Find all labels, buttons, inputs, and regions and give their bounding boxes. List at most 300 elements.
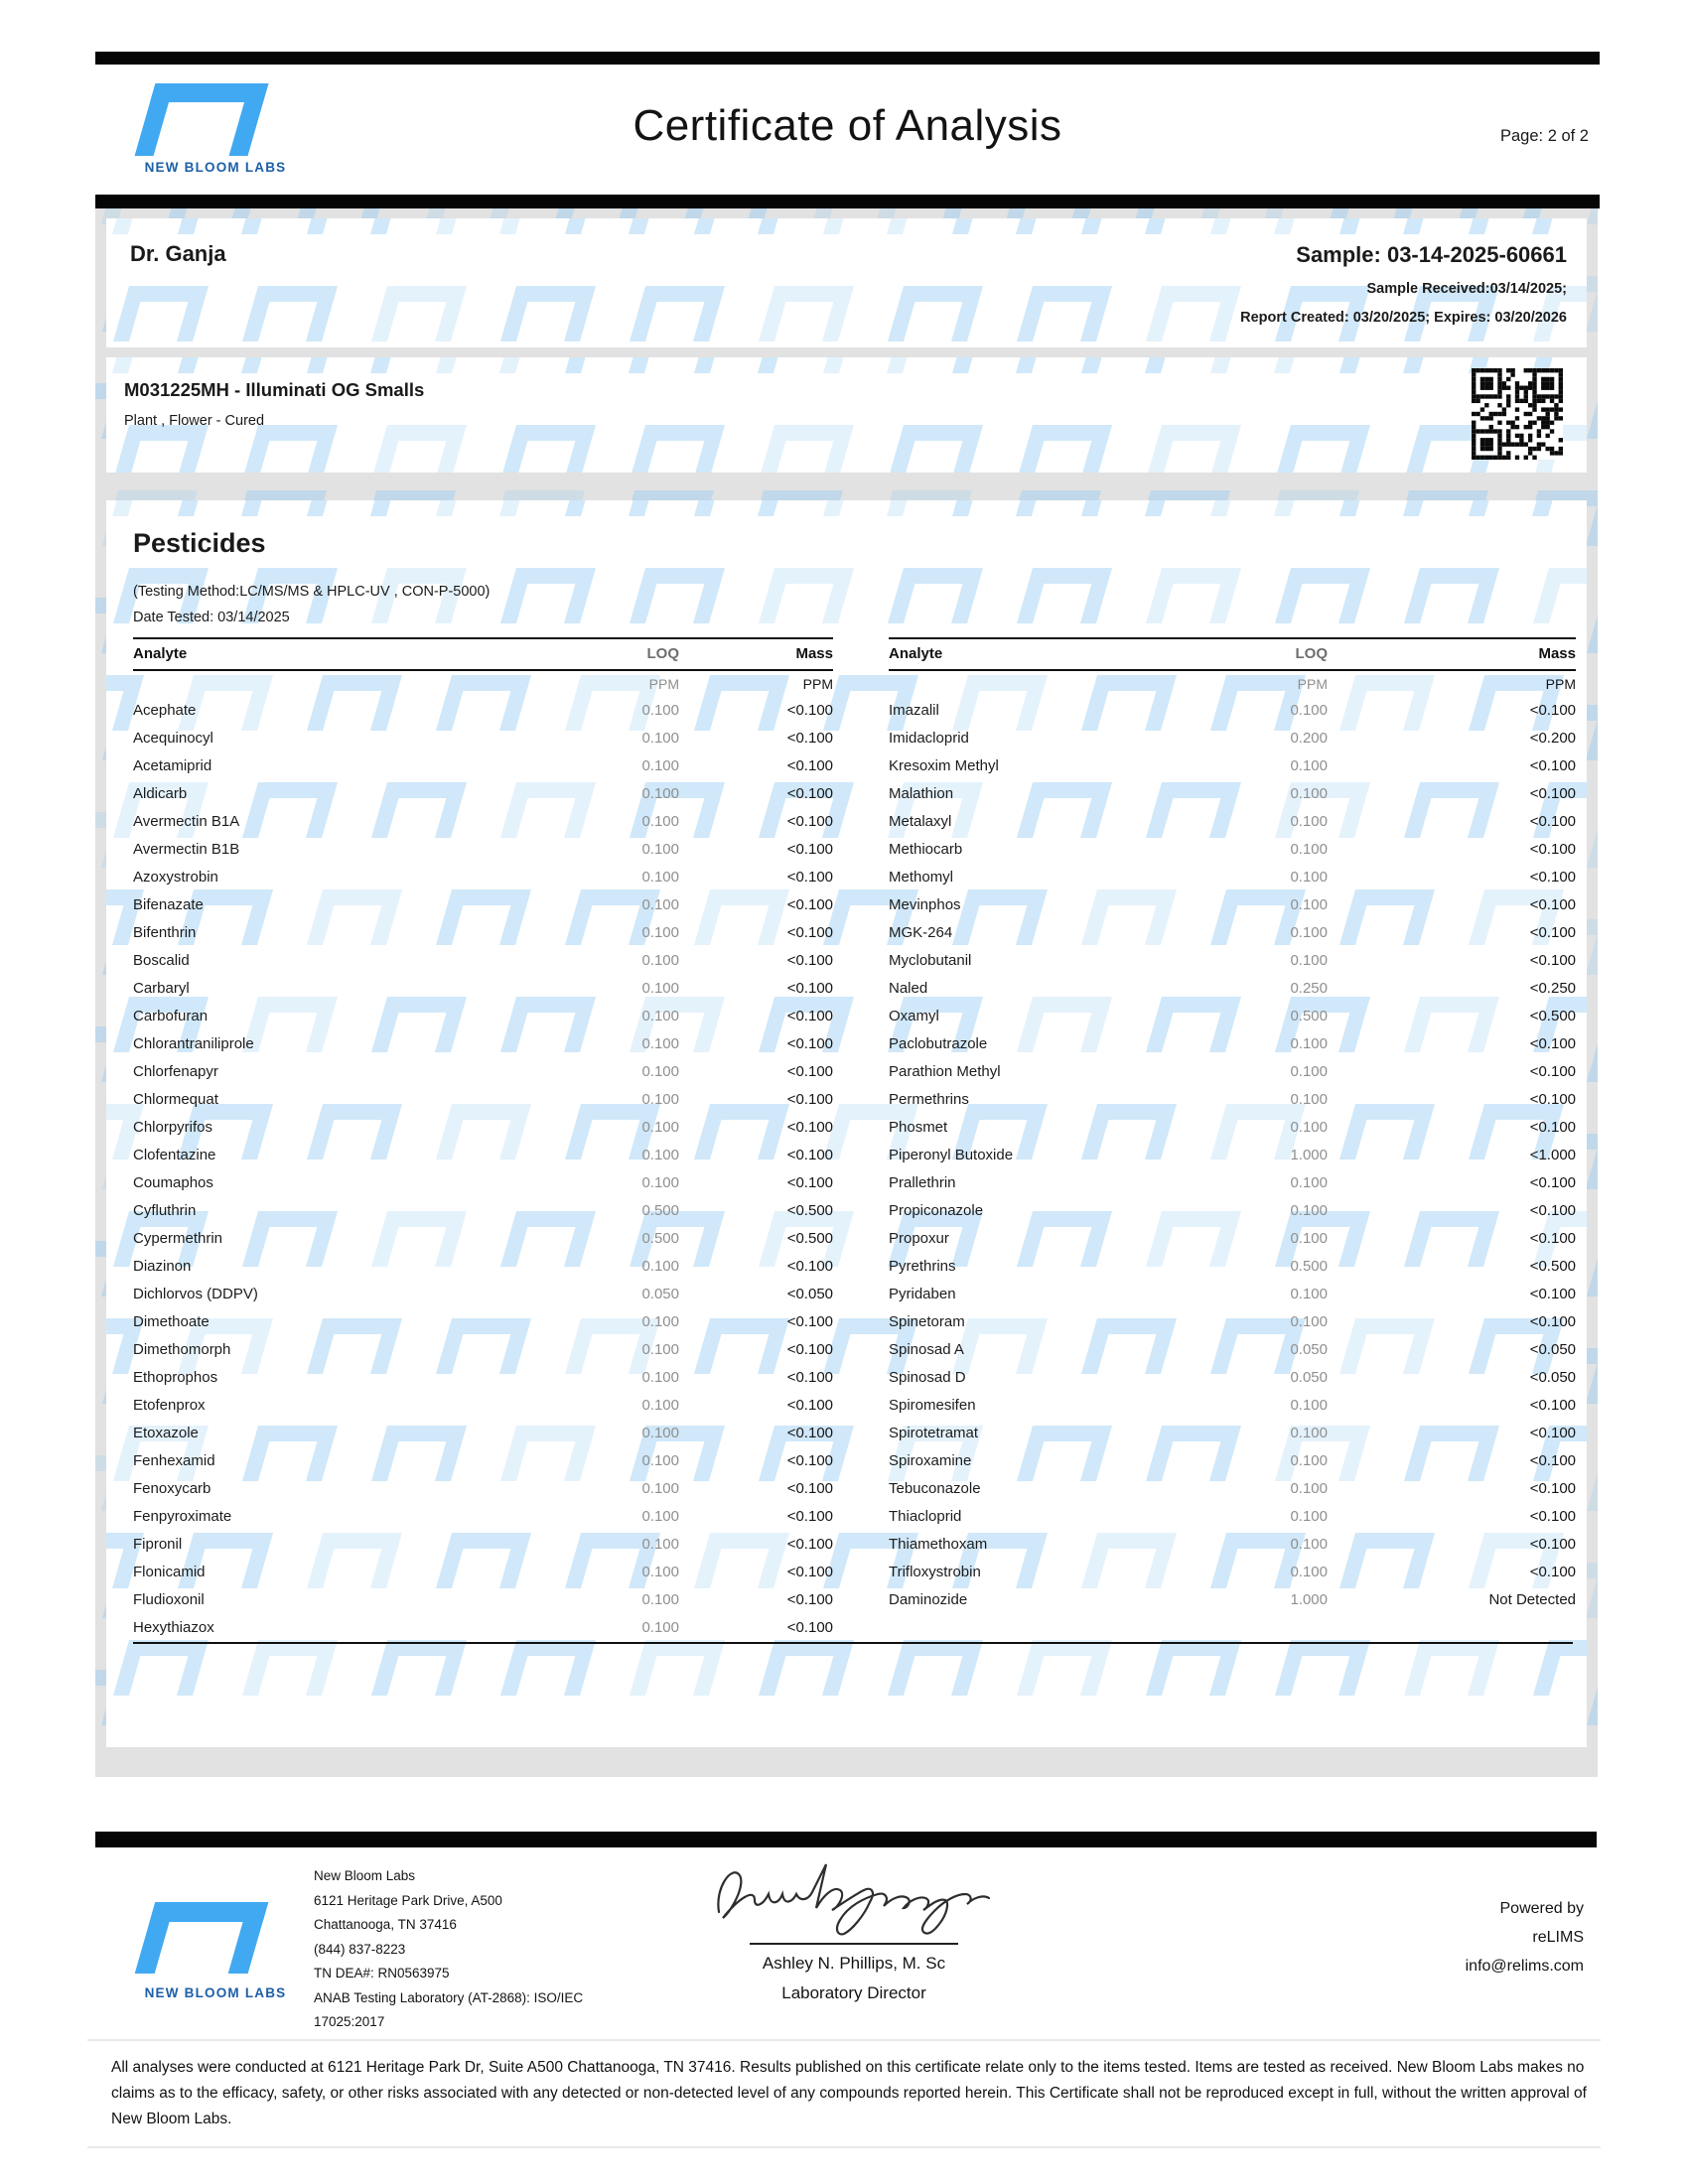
col-analyte: Analyte xyxy=(889,645,943,662)
loq-value: 0.100 xyxy=(1290,1063,1328,1080)
analyte-name: Methiocarb xyxy=(889,841,963,858)
table-row xyxy=(889,1586,1576,1614)
table-body xyxy=(889,697,1576,1614)
analyte-name: Ethoprophos xyxy=(133,1369,218,1386)
loq-value: 0.100 xyxy=(641,1063,679,1080)
loq-value: 0.100 xyxy=(641,1174,679,1191)
table-row xyxy=(133,780,833,808)
analyte-name: Carbofuran xyxy=(133,1008,209,1024)
mass-value: <0.100 xyxy=(1529,1480,1576,1497)
sample-received: Sample Received:03/14/2025; xyxy=(1366,281,1567,297)
loq-value: 0.100 xyxy=(641,1480,679,1497)
watermark-shape xyxy=(1587,1026,1598,1082)
mass-value: <0.100 xyxy=(786,785,833,802)
loq-value: 0.100 xyxy=(1290,702,1328,719)
relims-email: info@relims.com xyxy=(1465,1958,1584,1975)
analyte-name: Dichlorvos (DDPV) xyxy=(133,1286,258,1302)
loq-value: 0.100 xyxy=(641,980,679,997)
watermark-shape xyxy=(1081,218,1177,234)
table-row xyxy=(889,1253,1576,1281)
mass-value: <0.100 xyxy=(786,1452,833,1469)
watermark-shape xyxy=(1275,425,1370,473)
loq-value: 0.100 xyxy=(641,952,679,969)
mass-value: <0.100 xyxy=(1529,1091,1576,1108)
analyte-name: Spirotetramat xyxy=(889,1425,979,1441)
lab-phone: (844) 837-8223 xyxy=(314,1941,406,1957)
analyte-name: Bifenthrin xyxy=(133,924,197,941)
loq-value: 0.050 xyxy=(1290,1341,1328,1358)
analyte-name: Fipronil xyxy=(133,1536,183,1553)
analyte-name: Myclobutanil xyxy=(889,952,972,969)
watermark-shape xyxy=(113,1640,209,1696)
mass-value: <0.100 xyxy=(786,730,833,747)
watermark-shape xyxy=(1210,357,1306,373)
loq-value: 0.100 xyxy=(1290,1202,1328,1219)
mass-value: <0.200 xyxy=(1529,730,1576,747)
watermark-shape xyxy=(1146,568,1241,623)
loq-value: 0.100 xyxy=(641,757,679,774)
table-row xyxy=(889,1058,1576,1086)
mass-value: <0.500 xyxy=(1529,1008,1576,1024)
watermark-shape xyxy=(1587,383,1598,439)
table-row xyxy=(889,752,1576,780)
col-analyte: Analyte xyxy=(133,645,188,662)
analyte-name: Daminozide xyxy=(889,1591,968,1608)
loq-value: 0.100 xyxy=(1290,1119,1328,1136)
analyte-name: Cyfluthrin xyxy=(133,1202,197,1219)
mass-value: <0.100 xyxy=(1529,1174,1576,1191)
analyte-name: Phosmet xyxy=(889,1119,948,1136)
loq-value: 0.100 xyxy=(641,1313,679,1330)
watermark-shape xyxy=(1017,1640,1112,1696)
analyte-name: Acequinocyl xyxy=(133,730,213,747)
analyte-name: Acephate xyxy=(133,702,197,719)
mass-value: <0.100 xyxy=(786,1174,833,1191)
loq-value: 0.100 xyxy=(1290,1313,1328,1330)
sample-info-card xyxy=(106,218,1587,347)
mass-value: <0.100 xyxy=(786,1536,833,1553)
watermark-shape xyxy=(436,218,531,234)
mass-value: <0.500 xyxy=(786,1202,833,1219)
lab-accreditation-line1: ANAB Testing Laboratory (AT-2868): ISO/IEC xyxy=(314,1989,584,2005)
loq-value: 0.250 xyxy=(1290,980,1328,997)
mass-value: <0.100 xyxy=(1529,1230,1576,1247)
date-tested: Date Tested: 03/14/2025 xyxy=(133,610,290,625)
disclaimer-text: All analyses were conducted at 6121 Heritage Park Dr, Suite A500 Chattanooga, TN 37416. Results published on this certificate relate only to the items tested. Items are tested as received. New Bloom Labs makes no claims as to the efficacy, safety, or other risks associated with any detected or non-detected level of any compounds reported herein. This Certificate shall not be reproduced except in full, without the written approval of New Bloom Labs. xyxy=(111,2059,1587,2127)
table-row xyxy=(133,697,833,725)
pesticides-table-left xyxy=(133,637,833,1642)
mass-value: Not Detected xyxy=(1488,1591,1576,1608)
table-row xyxy=(133,1308,833,1336)
table-bottom-rule xyxy=(133,1642,1573,1644)
watermark-shape xyxy=(1339,500,1435,516)
loq-value: 0.100 xyxy=(1290,869,1328,886)
sample-meta xyxy=(1240,242,1567,326)
table-units-row xyxy=(133,671,833,697)
signature-icon xyxy=(705,1854,1003,1936)
table-row xyxy=(889,1030,1576,1058)
top-divider-bar xyxy=(95,52,1600,65)
watermark-shape xyxy=(106,357,144,373)
analyte-name: Etoxazole xyxy=(133,1425,199,1441)
analyte-name: Oxamyl xyxy=(889,1008,939,1024)
watermark-shape xyxy=(1210,500,1306,516)
watermark-shape xyxy=(952,500,1048,516)
watermark-shape xyxy=(1404,568,1499,623)
watermark-shape xyxy=(888,1640,983,1696)
loq-value: 1.000 xyxy=(1290,1147,1328,1163)
col-mass: Mass xyxy=(795,645,833,662)
analyte-name: Flonicamid xyxy=(133,1564,206,1580)
table-row xyxy=(133,1447,833,1475)
loq-value: 0.100 xyxy=(1290,952,1328,969)
analyte-name: Pyridaben xyxy=(889,1286,956,1302)
mass-value: <0.100 xyxy=(1529,1202,1576,1219)
mass-value: <0.100 xyxy=(786,757,833,774)
loq-value: 0.100 xyxy=(1290,1508,1328,1525)
mass-value: <0.500 xyxy=(1529,1258,1576,1275)
analyte-name: Cypermethrin xyxy=(133,1230,223,1247)
loq-value: 0.100 xyxy=(1290,1480,1328,1497)
watermark-shape xyxy=(759,425,854,473)
table-row xyxy=(889,975,1576,1003)
table-row xyxy=(133,752,833,780)
watermark-shape xyxy=(1587,1241,1598,1297)
analyte-name: Trifloxystrobin xyxy=(889,1564,981,1580)
analyte-name: Bifenazate xyxy=(133,896,204,913)
lab-name: New Bloom Labs xyxy=(314,1868,416,1883)
table-row xyxy=(889,1559,1576,1586)
table-row xyxy=(133,1253,833,1281)
loq-value: 0.100 xyxy=(1290,841,1328,858)
watermark-shape xyxy=(371,425,467,473)
table-row xyxy=(133,1142,833,1169)
table-body xyxy=(133,697,833,1642)
powered-by-label: Powered by xyxy=(1499,1900,1584,1917)
analyte-name: Chlormequat xyxy=(133,1091,218,1108)
product-info-card xyxy=(106,357,1587,473)
loq-value: 0.100 xyxy=(641,841,679,858)
loq-value: 0.100 xyxy=(1290,1564,1328,1580)
table-row xyxy=(889,1364,1576,1392)
mass-value: <0.100 xyxy=(786,1591,833,1608)
page-number: Page: 2 of 2 xyxy=(1500,127,1589,145)
section-title: Pesticides xyxy=(133,528,266,558)
loq-value: 0.100 xyxy=(641,1147,679,1163)
table-row xyxy=(889,1197,1576,1225)
table-row xyxy=(133,1392,833,1420)
watermark-shape xyxy=(1146,286,1241,341)
table-row xyxy=(889,1225,1576,1253)
loq-unit: PPM xyxy=(1297,676,1328,692)
loq-unit: PPM xyxy=(648,676,679,692)
analyte-name: Metalaxyl xyxy=(889,813,952,830)
watermark-shape xyxy=(1081,357,1177,373)
table-row xyxy=(133,1614,833,1642)
loq-value: 0.100 xyxy=(641,1397,679,1414)
table-row xyxy=(133,1086,833,1114)
mass-value: <0.100 xyxy=(1529,785,1576,802)
mass-value: <0.100 xyxy=(786,1619,833,1636)
watermark-shape xyxy=(694,357,789,373)
analyte-name: Imazalil xyxy=(889,702,939,719)
mass-value: <0.100 xyxy=(786,1119,833,1136)
lab-address-block xyxy=(314,1864,583,2035)
analyte-name: Fenpyroximate xyxy=(133,1508,232,1525)
mass-value: <0.100 xyxy=(1529,1313,1576,1330)
table-row xyxy=(133,836,833,864)
powered-by-block xyxy=(1466,1894,1584,1980)
mass-value: <0.100 xyxy=(786,1147,833,1163)
analyte-name: Aldicarb xyxy=(133,785,188,802)
loq-value: 0.100 xyxy=(641,813,679,830)
lab-address-line2: Chattanooga, TN 37416 xyxy=(314,1917,457,1932)
watermark-shape xyxy=(694,500,789,516)
loq-value: 0.100 xyxy=(1290,1035,1328,1052)
testing-method: (Testing Method:LC/MS/MS & HPLC-UV , CON-P-5000) xyxy=(133,584,491,600)
table-row xyxy=(889,1003,1576,1030)
mass-value: <0.100 xyxy=(786,1508,833,1525)
analyte-name: Spinetoram xyxy=(889,1313,965,1330)
watermark-shape xyxy=(1275,568,1370,623)
mass-value: <0.100 xyxy=(786,869,833,886)
sample-id: Sample: 03-14-2025-60661 xyxy=(1296,242,1567,267)
watermark-shape xyxy=(436,500,531,516)
mass-value: <0.100 xyxy=(1529,757,1576,774)
mass-value: <0.100 xyxy=(786,924,833,941)
content-backdrop xyxy=(95,208,1598,1777)
table-row xyxy=(133,1503,833,1531)
watermark-shape xyxy=(1339,357,1435,373)
watermark-shape xyxy=(307,218,402,234)
table-row xyxy=(889,1336,1576,1364)
watermark-shape xyxy=(1404,1640,1499,1696)
report-dates: Report Created: 03/20/2025; Expires: 03/20/2026 xyxy=(1240,310,1567,326)
loq-value: 0.100 xyxy=(1290,1397,1328,1414)
watermark-shape xyxy=(307,357,402,373)
loq-value: 0.100 xyxy=(1290,1425,1328,1441)
loq-value: 0.100 xyxy=(1290,896,1328,913)
loq-value: 0.100 xyxy=(1290,924,1328,941)
mass-value: <0.100 xyxy=(786,1341,833,1358)
pesticides-tables xyxy=(133,637,1576,1642)
client-name: Dr. Ganja xyxy=(130,241,226,266)
loq-value: 0.100 xyxy=(1290,1452,1328,1469)
signature-block xyxy=(695,1854,1013,2003)
analyte-name: Chlorfenapyr xyxy=(133,1063,218,1080)
watermark-shape xyxy=(759,286,854,341)
watermark-shape xyxy=(500,568,596,623)
loq-value: 0.100 xyxy=(641,730,679,747)
mass-value: <0.100 xyxy=(786,1369,833,1386)
loq-value: 0.100 xyxy=(1290,1091,1328,1108)
watermark-shape xyxy=(759,1640,854,1696)
analyte-name: Chlorpyrifos xyxy=(133,1119,213,1136)
analyte-name: Tebuconazole xyxy=(889,1480,981,1497)
mass-value: <0.100 xyxy=(786,1091,833,1108)
analyte-name: Paclobutrazole xyxy=(889,1035,988,1052)
mass-value: <1.000 xyxy=(1529,1147,1576,1163)
table-row xyxy=(133,1197,833,1225)
watermark-shape xyxy=(565,500,660,516)
pesticides-card xyxy=(106,500,1587,1747)
pesticides-table-right xyxy=(889,637,1576,1642)
watermark-shape xyxy=(106,500,144,516)
table-row xyxy=(889,1503,1576,1531)
analyte-name: Dimethoate xyxy=(133,1313,210,1330)
table-row xyxy=(133,1114,833,1142)
mass-value: <0.100 xyxy=(1529,1508,1576,1525)
mass-value: <0.100 xyxy=(786,1063,833,1080)
table-row xyxy=(889,1114,1576,1142)
mass-value: <0.050 xyxy=(1529,1369,1576,1386)
mass-value: <0.100 xyxy=(1529,1063,1576,1080)
mass-value: <0.100 xyxy=(1529,952,1576,969)
analyte-name: Propoxur xyxy=(889,1230,949,1247)
table-row xyxy=(133,725,833,752)
analyte-name: Boscalid xyxy=(133,952,190,969)
loq-value: 0.200 xyxy=(1290,730,1328,747)
mass-value: <0.100 xyxy=(786,702,833,719)
watermark-shape xyxy=(106,218,144,234)
watermark-shape xyxy=(630,286,725,341)
analyte-name: Spiromesifen xyxy=(889,1397,976,1414)
loq-value: 0.100 xyxy=(641,1564,679,1580)
brand-name: NEW BLOOM LABS xyxy=(144,1985,287,2000)
mass-value: <0.050 xyxy=(1529,1341,1576,1358)
loq-value: 1.000 xyxy=(1290,1591,1328,1608)
analyte-name: Fenhexamid xyxy=(133,1452,215,1469)
table-row xyxy=(889,1308,1576,1336)
signer-title: Laboratory Director xyxy=(781,1983,926,2002)
mass-value: <0.250 xyxy=(1529,980,1576,997)
table-row xyxy=(889,864,1576,891)
header-divider-bar xyxy=(95,195,1600,208)
analyte-name: Spinosad D xyxy=(889,1369,966,1386)
watermark-shape xyxy=(1017,286,1112,341)
logo-n-shape xyxy=(135,1902,269,1974)
table-row xyxy=(889,919,1576,947)
table-row xyxy=(889,1392,1576,1420)
product-name: M031225MH - Illuminati OG Smalls xyxy=(124,379,425,400)
watermark-shape xyxy=(823,500,918,516)
watermark-shape xyxy=(823,218,918,234)
analyte-name: Malathion xyxy=(889,785,954,802)
watermark-shape xyxy=(178,218,273,234)
qr-code xyxy=(1472,368,1563,460)
analyte-name: Imidacloprid xyxy=(889,730,969,747)
watermark-shape xyxy=(1469,500,1564,516)
analyte-name: Prallethrin xyxy=(889,1174,956,1191)
table-units-row xyxy=(889,671,1576,697)
analyte-name: Naled xyxy=(889,980,928,997)
mass-value: <0.100 xyxy=(786,1313,833,1330)
analyte-name: Fenoxycarb xyxy=(133,1480,211,1497)
loq-value: 0.100 xyxy=(641,1091,679,1108)
col-mass: Mass xyxy=(1538,645,1576,662)
brand-name: NEW BLOOM LABS xyxy=(144,160,287,175)
watermark-shape xyxy=(1275,1640,1370,1696)
loq-value: 0.100 xyxy=(641,785,679,802)
table-header xyxy=(889,637,1576,671)
table-row xyxy=(889,725,1576,752)
watermark-shape xyxy=(1469,218,1564,234)
loq-value: 0.050 xyxy=(641,1286,679,1302)
analyte-name: Mevinphos xyxy=(889,896,961,913)
watermark-shape xyxy=(242,1640,338,1696)
analyte-name: Azoxystrobin xyxy=(133,869,218,886)
table-row xyxy=(133,1475,833,1503)
analyte-name: Thiacloprid xyxy=(889,1508,962,1525)
watermark-shape xyxy=(759,568,854,623)
table-row xyxy=(133,1058,833,1086)
analyte-name: Carbaryl xyxy=(133,980,190,997)
mass-unit: PPM xyxy=(802,676,833,692)
mass-value: <0.100 xyxy=(786,896,833,913)
mass-value: <0.100 xyxy=(1529,1286,1576,1302)
new-bloom-labs-logo-icon xyxy=(145,1902,258,1974)
analyte-name: Kresoxim Methyl xyxy=(889,757,999,774)
analyte-name: Avermectin B1A xyxy=(133,813,240,830)
watermark-shape xyxy=(1587,208,1598,224)
watermark-shape xyxy=(1210,218,1306,234)
loq-value: 0.500 xyxy=(641,1230,679,1247)
signature-rule xyxy=(750,1943,958,1945)
mass-value: <0.100 xyxy=(786,952,833,969)
table-row xyxy=(889,1281,1576,1308)
watermark-shape xyxy=(500,425,596,473)
mass-value: <0.100 xyxy=(1529,1536,1576,1553)
watermark-shape xyxy=(113,286,209,341)
watermark-shape xyxy=(888,286,983,341)
footer-divider-bar xyxy=(95,1832,1597,1847)
lab-address-line1: 6121 Heritage Park Drive, A500 xyxy=(314,1892,502,1908)
loq-value: 0.100 xyxy=(1290,1230,1328,1247)
watermark-shape xyxy=(1533,568,1587,623)
watermark-shape xyxy=(242,425,338,473)
table-row xyxy=(133,919,833,947)
analyte-name: Chlorantraniliprole xyxy=(133,1035,254,1052)
mass-value: <0.100 xyxy=(786,841,833,858)
watermark-shape xyxy=(1587,598,1598,653)
loq-value: 0.100 xyxy=(1290,1174,1328,1191)
loq-value: 0.100 xyxy=(641,1258,679,1275)
watermark-shape xyxy=(565,218,660,234)
loq-value: 0.100 xyxy=(641,896,679,913)
analyte-name: Coumaphos xyxy=(133,1174,213,1191)
analyte-name: Hexythiazox xyxy=(133,1619,214,1636)
mass-value: <0.100 xyxy=(1529,1119,1576,1136)
table-row xyxy=(889,1420,1576,1447)
watermark-shape xyxy=(565,357,660,373)
table-row xyxy=(889,808,1576,836)
table-row xyxy=(133,1281,833,1308)
loq-value: 0.500 xyxy=(641,1202,679,1219)
loq-value: 0.100 xyxy=(641,1452,679,1469)
analyte-name: Spinosad A xyxy=(889,1341,964,1358)
mass-value: <0.050 xyxy=(786,1286,833,1302)
loq-value: 0.100 xyxy=(1290,757,1328,774)
analyte-name: Dimethomorph xyxy=(133,1341,231,1358)
table-row xyxy=(889,1447,1576,1475)
mass-value: <0.100 xyxy=(1529,813,1576,830)
analyte-name: Permethrins xyxy=(889,1091,969,1108)
watermark-shape xyxy=(1146,425,1241,473)
lab-accreditation-line2: 17025:2017 xyxy=(314,2014,385,2029)
analyte-name: Etofenprox xyxy=(133,1397,206,1414)
watermark-shape xyxy=(1587,1455,1598,1511)
loq-value: 0.100 xyxy=(1290,1536,1328,1553)
